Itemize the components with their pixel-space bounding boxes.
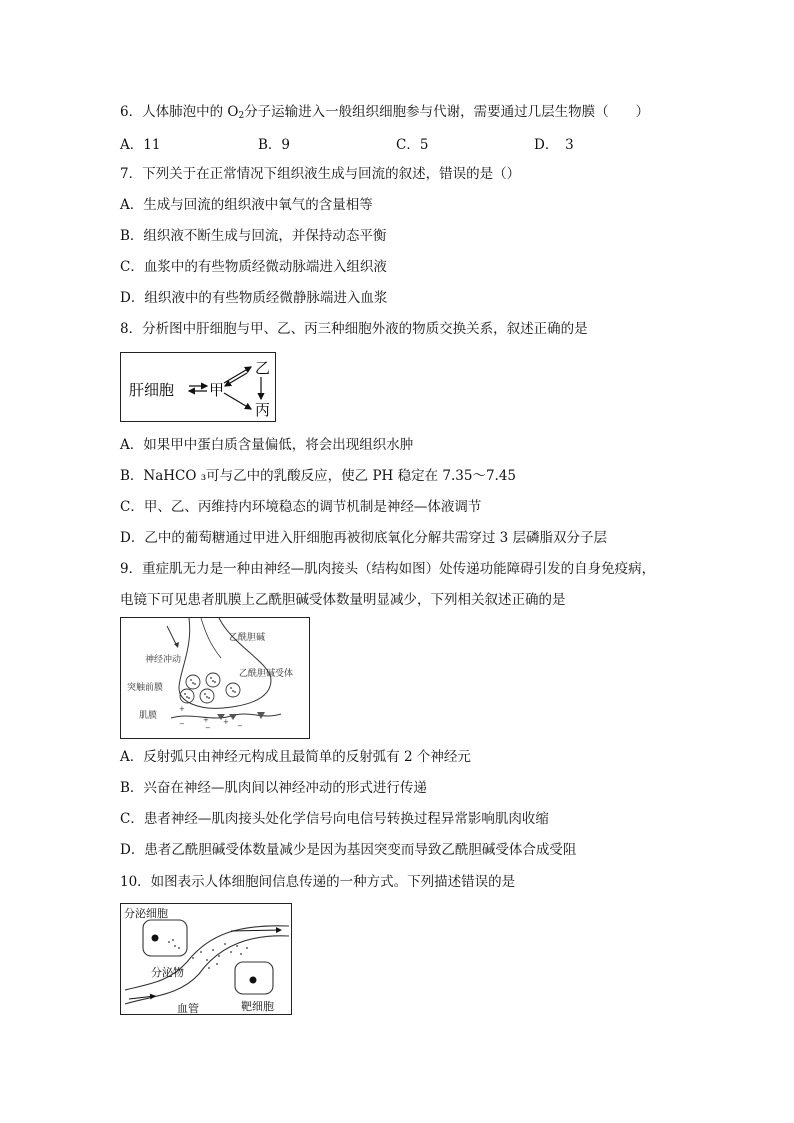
svg-text:+: + [203, 716, 209, 724]
q9-figure [120, 617, 310, 739]
q9-diagram [121, 618, 309, 738]
q10-secretory-cell [143, 920, 187, 956]
q9-option-b: B．兴奋在神经—肌肉间以神经冲动的形式进行传递 [120, 780, 427, 796]
q7-option-d: D．组织液中的有些物质经微静脉端进入血浆 [120, 290, 388, 306]
q9-impulse-label: 神经冲动 [145, 655, 182, 665]
q8-yi-label: 乙 [255, 359, 271, 377]
q6-stem-pre: 6．人体肺泡中的 O [120, 104, 239, 120]
q8-arrow-jia-to-yi [224, 367, 251, 383]
svg-text:−: − [237, 722, 243, 730]
svg-text:+: + [223, 718, 229, 726]
q10-figure [120, 903, 292, 1015]
q7-option-c: C．血浆中的有些物质经微动脉端进入组织液 [120, 259, 387, 275]
q9-option-d: D．患者乙酰胆碱受体数量减少是因为基因突变而导致乙酰胆碱受体合成受阻 [120, 842, 577, 858]
q9-nerve-terminal [179, 618, 271, 708]
q9-ach-receptor-label: 乙酰胆碱受体 [239, 669, 294, 679]
q6-option-a: A．11 [120, 137, 161, 153]
q9-stem-line1: 9．重症肌无力是一种由神经—肌肉接头（结构如图）处传递功能障碍引发的自身免疫病， [120, 561, 656, 577]
q8-bing-label: 丙 [255, 401, 271, 419]
q10-vessel-label: 血管 [177, 1002, 199, 1014]
q8-stem: 8．分析图中肝细胞与甲、乙、丙三种细胞外液的物质交换关系，叙述正确的是 [120, 321, 588, 337]
q10-target-nucleus [250, 977, 257, 984]
q8-option-a: A．如果甲中蛋白质含量偏低，将会出现组织水肿 [120, 437, 414, 453]
q8-liver-label: 肝细胞 [129, 381, 175, 399]
q8-figure [120, 352, 276, 422]
q6-stem-sub: 2 [238, 111, 245, 121]
q9-presynaptic-label: 突触前膜 [127, 683, 164, 693]
q9-impulse-arrow [167, 626, 177, 646]
q10-secretion-label: 分泌物 [151, 966, 184, 979]
svg-text:−: − [205, 724, 211, 732]
q8-option-b: B．NaHCO ₃可与乙中的乳酸反应，使乙 PH 稳定在 7.35～7.45 [120, 468, 517, 484]
q10-secretion-dots-inner [168, 939, 180, 949]
q9-stem-line2: 电镜下可见患者肌膜上乙酰胆碱受体数量明显减少，下列相关叙述正确的是 [120, 592, 566, 608]
q9-option-a: A．反射弧只由神经元构成且最简单的反射弧有 2 个神经元 [120, 749, 471, 765]
q8-diagram [121, 353, 275, 421]
q6-stem-post: 分子运输进入一般组织细胞参与代谢，需要通过几层生物膜（ ） [244, 104, 650, 120]
q8-arrow-jia-to-bing [224, 393, 251, 409]
q6-stem [120, 103, 649, 125]
q8-jia-label: 甲 [209, 381, 225, 399]
svg-text:+: + [179, 705, 185, 713]
q8-option-d: D．乙中的葡萄糖通过甲进入肝细胞再被彻底氧化分解共需穿过 3 层磷脂双分子层 [120, 530, 607, 546]
q6-option-c: C．5 [396, 137, 429, 153]
q7-option-b: B．组织液不断生成与回流，并保持动态平衡 [120, 228, 387, 244]
q10-secretory-nucleus [152, 935, 159, 942]
q10-secretory-cell-label: 分泌细胞 [124, 907, 168, 920]
q7-option-a: A．生成与回流的组织液中氧气的含量相等 [120, 197, 373, 213]
q9-ach-label: 乙酰胆碱 [229, 633, 266, 643]
q7-stem: 7．下列关于在正常情况下组织液生成与回流的叙述，错误的是（） [120, 166, 521, 182]
svg-text:−: − [179, 720, 185, 728]
q6-options [120, 133, 720, 151]
q10-diagram [121, 904, 291, 1014]
q6-option-b: B．9 [258, 137, 291, 153]
q9-muscle-membrane-label: 肌膜 [139, 711, 158, 721]
q8-arrow-yi-to-jia [225, 373, 247, 386]
q10-vessel-wall-upper [125, 926, 289, 990]
q9-axon-line [201, 618, 221, 658]
q10-target-cell-label: 靶细胞 [241, 1000, 274, 1013]
q6-option-d: D． 3 [534, 137, 574, 153]
q9-option-c: C．患者神经—肌肉接头处化学信号向电信号转换过程异常影响肌肉收缩 [120, 811, 549, 827]
q9-impulse-arrowhead [174, 642, 179, 648]
q10-stem: 10．如图表示人体细胞间信息传递的一种方式。下列描述错误的是 [120, 874, 516, 890]
q8-option-c: C．甲、乙、丙维持内环境稳态的调节机制是神经—体液调节 [120, 499, 482, 515]
q10-secretion-dots [192, 943, 248, 969]
